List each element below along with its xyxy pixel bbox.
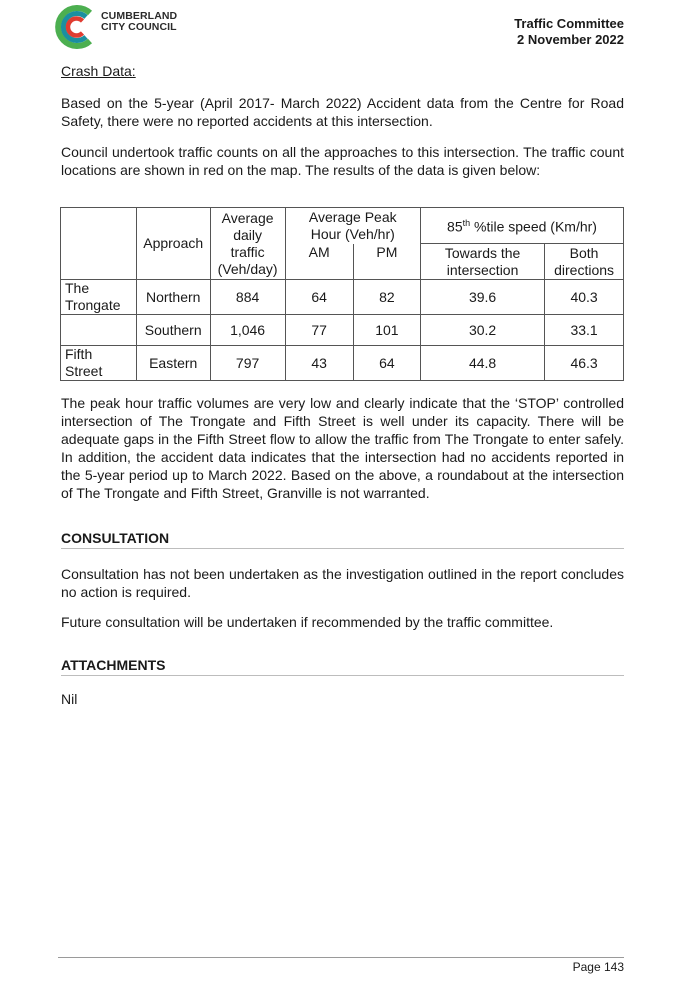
crash-data-title: Crash Data: [61, 63, 136, 79]
table-header-avg-daily [210, 208, 285, 280]
table-row [61, 280, 624, 315]
header-line: Average [221, 209, 274, 226]
footer-divider [58, 957, 624, 958]
council-logo-icon [52, 4, 98, 50]
header-line: intersection [446, 261, 519, 278]
table-row [61, 315, 624, 346]
row-both: 40.3 [545, 280, 624, 315]
traffic-count-paragraph: Council undertook traffic counts on all the approaches to this intersection. The traffic count locations are shown in red on the map. The results of the data is given below: [61, 144, 624, 178]
table-header-towards [421, 244, 545, 280]
row-am: 43 [285, 346, 353, 381]
row-pm: 64 [353, 346, 420, 381]
council-name-line1: CUMBERLAND [101, 10, 178, 22]
row-towards: 39.6 [421, 280, 545, 315]
header-line: traffic [230, 243, 265, 260]
header-speed-text: %tile speed (Km/hr) [470, 218, 597, 235]
consultation-heading: CONSULTATION [61, 529, 624, 549]
row-both: 33.1 [545, 315, 624, 346]
page-number: Page 143 [572, 960, 624, 974]
header-line: Both [569, 244, 599, 261]
attachments-heading: ATTACHMENTS [61, 656, 624, 676]
header-line: daily [233, 226, 262, 243]
row-approach: Eastern [136, 346, 210, 381]
road-line: The [65, 280, 90, 296]
header-line: directions [554, 261, 615, 278]
row-am: 64 [285, 280, 353, 315]
table-header-both [545, 244, 624, 280]
council-name [101, 11, 177, 33]
row-am: 77 [285, 315, 353, 346]
row-both: 46.3 [545, 346, 624, 381]
table-header-speed [421, 208, 624, 244]
attachments-body: Nil [61, 691, 78, 707]
row-daily: 797 [210, 346, 285, 381]
document-header [514, 16, 624, 48]
row-approach: Southern [136, 315, 210, 346]
header-speed-number: 85 [447, 218, 463, 235]
row-towards: 30.2 [421, 315, 545, 346]
consultation-paragraph: Consultation has not been undertaken as the investigation outlined in the report concludes no action is required. [61, 566, 624, 600]
row-daily: 884 [210, 280, 285, 315]
table-header-am: AM [285, 244, 353, 280]
row-daily: 1,046 [210, 315, 285, 346]
council-name-line2: CITY COUNCIL [101, 21, 177, 33]
row-road [61, 346, 137, 381]
row-towards: 44.8 [421, 346, 545, 381]
row-pm: 82 [353, 280, 420, 315]
row-pm: 101 [353, 315, 420, 346]
road-line: Trongate [65, 297, 121, 313]
road-line: Street [65, 363, 103, 379]
table-header-pm: PM [353, 244, 420, 280]
header-line: Towards the [444, 244, 521, 261]
road-line: Fifth [65, 346, 93, 362]
header-line: Hour (Veh/hr) [310, 225, 395, 242]
future-consultation-paragraph: Future consultation will be undertaken if recommended by the traffic committee. [61, 614, 554, 630]
table-header-road [61, 208, 137, 280]
row-approach: Northern [136, 280, 210, 315]
crash-data-paragraph: Based on the 5-year (April 2017- March 2022) Accident data from the Centre for Road Safety, there were no reported accidents at this intersection. [61, 95, 624, 129]
committee-title: Traffic Committee [514, 16, 624, 31]
traffic-data-table [60, 207, 624, 381]
row-road [61, 315, 137, 346]
header-speed-sup: th [462, 218, 471, 229]
row-road [61, 280, 137, 315]
header-line: (Veh/day) [217, 260, 278, 277]
header-line: Average Peak [308, 208, 397, 225]
table-row [61, 346, 624, 381]
meeting-date: 2 November 2022 [517, 32, 624, 47]
table-header-peak-hour [285, 208, 421, 244]
analysis-paragraph: The peak hour traffic volumes are very low and clearly indicate that the ‘STOP’ controlled intersection of The Trongate and Fifth Street is well under its capacity. There will be adequate gaps in the Fifth Street flow to allow the traffic from The Trongate to enter safely. In addition, the accident data indicates that the intersection had no accidents reported in the 5-year period up to March 2022. Based on the above, a roundabout at the intersection of The Trongate and Fifth Street, Granville is not warranted. [61, 395, 624, 501]
table-header-approach: Approach [136, 208, 210, 280]
